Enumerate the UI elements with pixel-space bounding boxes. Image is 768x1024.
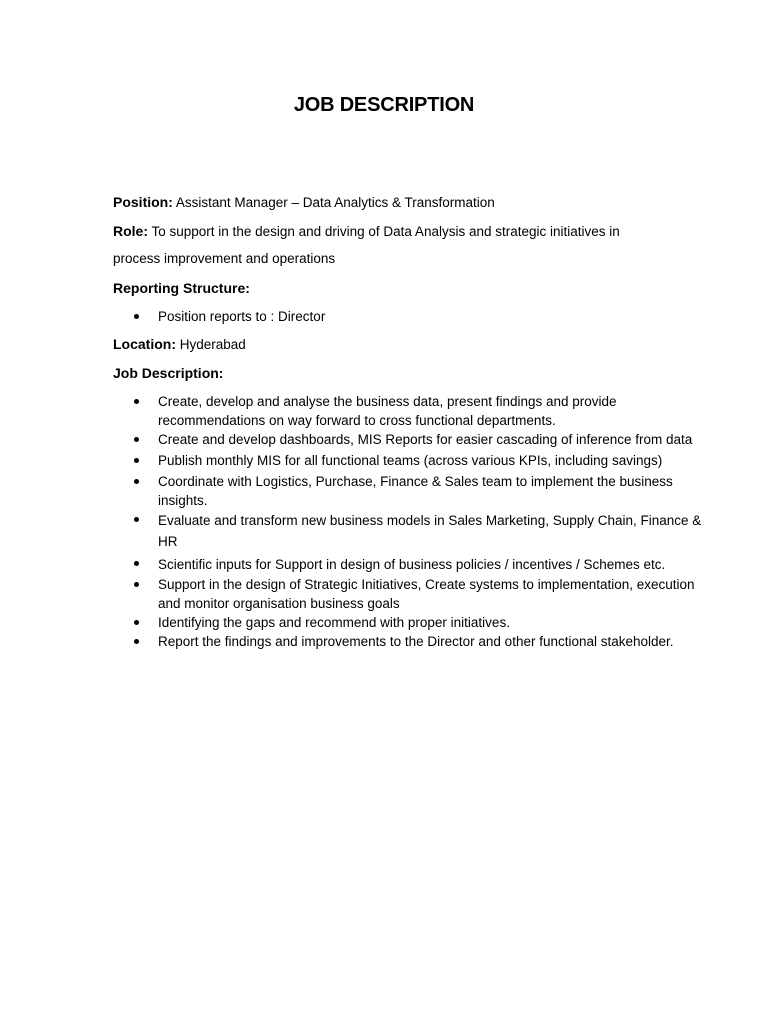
list-item-text: Create, develop and analyse the business data, present findings and provide recommendations on way forward to cross functional departments. — [158, 394, 617, 428]
position-label: Position: — [113, 194, 173, 210]
list-item — [113, 307, 703, 326]
bullet-icon — [134, 314, 139, 319]
bullet-icon — [134, 517, 139, 522]
role-value-line2: process improvement and operations — [113, 251, 336, 266]
bullet-icon — [134, 620, 139, 625]
bullet-icon — [134, 582, 139, 587]
bullet-icon — [134, 479, 139, 484]
list-item — [113, 392, 703, 430]
bullet-icon — [134, 399, 139, 404]
list-item-text: Coordinate with Logistics, Purchase, Finance & Sales team to implement the business insights. — [158, 474, 673, 508]
list-item — [113, 472, 703, 510]
list-item — [113, 451, 703, 470]
list-item — [113, 613, 703, 632]
job-description-list — [113, 392, 703, 651]
position-row — [113, 193, 703, 212]
role-row — [113, 222, 703, 241]
list-item-text: Publish monthly MIS for all functional teams (across various KPIs, including savings) — [158, 453, 663, 468]
list-item-text: Report the findings and improvements to the Director and other functional stakeholder. — [158, 634, 674, 649]
list-item — [113, 575, 703, 613]
position-value: Assistant Manager – Data Analytics & Transformation — [175, 195, 495, 210]
page-title: JOB DESCRIPTION — [293, 94, 475, 116]
location-value: Hyderabad — [179, 337, 246, 352]
list-item-text: Position reports to : Director — [158, 309, 326, 324]
role-label: Role: — [113, 223, 148, 239]
location-row — [113, 335, 703, 354]
role-row-continued — [113, 250, 703, 268]
list-item — [113, 632, 703, 651]
location-label: Location: — [113, 336, 176, 352]
list-item-text: Create and develop dashboards, MIS Reports for easier cascading of inference from data — [158, 432, 693, 447]
list-item-text: Scientific inputs for Support in design of business policies / incentives / Schemes etc. — [158, 557, 666, 572]
list-item-text: Support in the design of Strategic Initiatives, Create systems to implementation, execution and monitor organisation business goals — [158, 577, 695, 611]
role-value-line1: To support in the design and driving of Data Analysis and strategic initiatives in — [151, 224, 620, 239]
list-item — [113, 510, 703, 552]
bullet-icon — [134, 458, 139, 463]
bullet-icon — [134, 561, 139, 566]
reporting-structure-label: Reporting Structure: — [113, 280, 250, 296]
list-item — [113, 430, 703, 449]
bullet-icon — [134, 639, 139, 644]
list-item — [113, 554, 703, 575]
reporting-structure-heading — [113, 279, 703, 298]
list-item-text: Identifying the gaps and recommend with proper initiatives. — [158, 615, 510, 630]
bullet-icon — [134, 437, 139, 442]
list-item-text: Evaluate and transform new business models in Sales Marketing, Supply Chain, Finance & HR — [158, 513, 702, 549]
job-description-label: Job Description: — [113, 365, 224, 381]
job-description-heading — [113, 364, 703, 383]
reporting-structure-list — [113, 307, 703, 326]
